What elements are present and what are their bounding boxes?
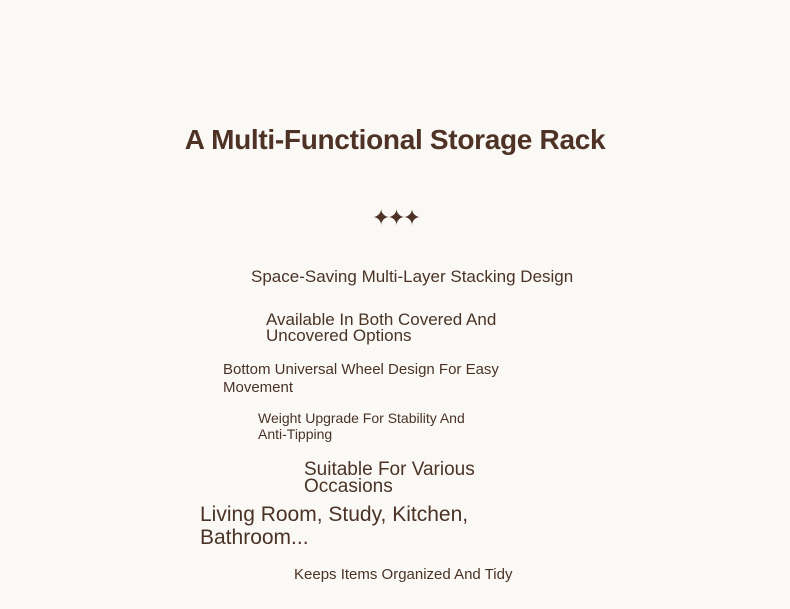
feature-text: Keeps Items Organized And Tidy	[294, 566, 513, 583]
feature-text: Weight Upgrade For Stability And Anti-Tipping	[258, 410, 465, 442]
feature-text: Suitable For Various Occasions	[304, 459, 475, 497]
feature-text: Bottom Universal Wheel Design For Easy Movement	[223, 361, 499, 396]
feature-text: Space-Saving Multi-Layer Stacking Design	[251, 267, 574, 286]
page-title: A Multi-Functional Storage Rack	[184, 124, 606, 155]
feature-text: Living Room, Study, Kitchen, Bathroom...	[200, 503, 469, 549]
feature-text: Available In Both Covered And Uncovered Options	[266, 310, 497, 345]
star-divider-icon: ✦✦✦	[371, 205, 419, 230]
